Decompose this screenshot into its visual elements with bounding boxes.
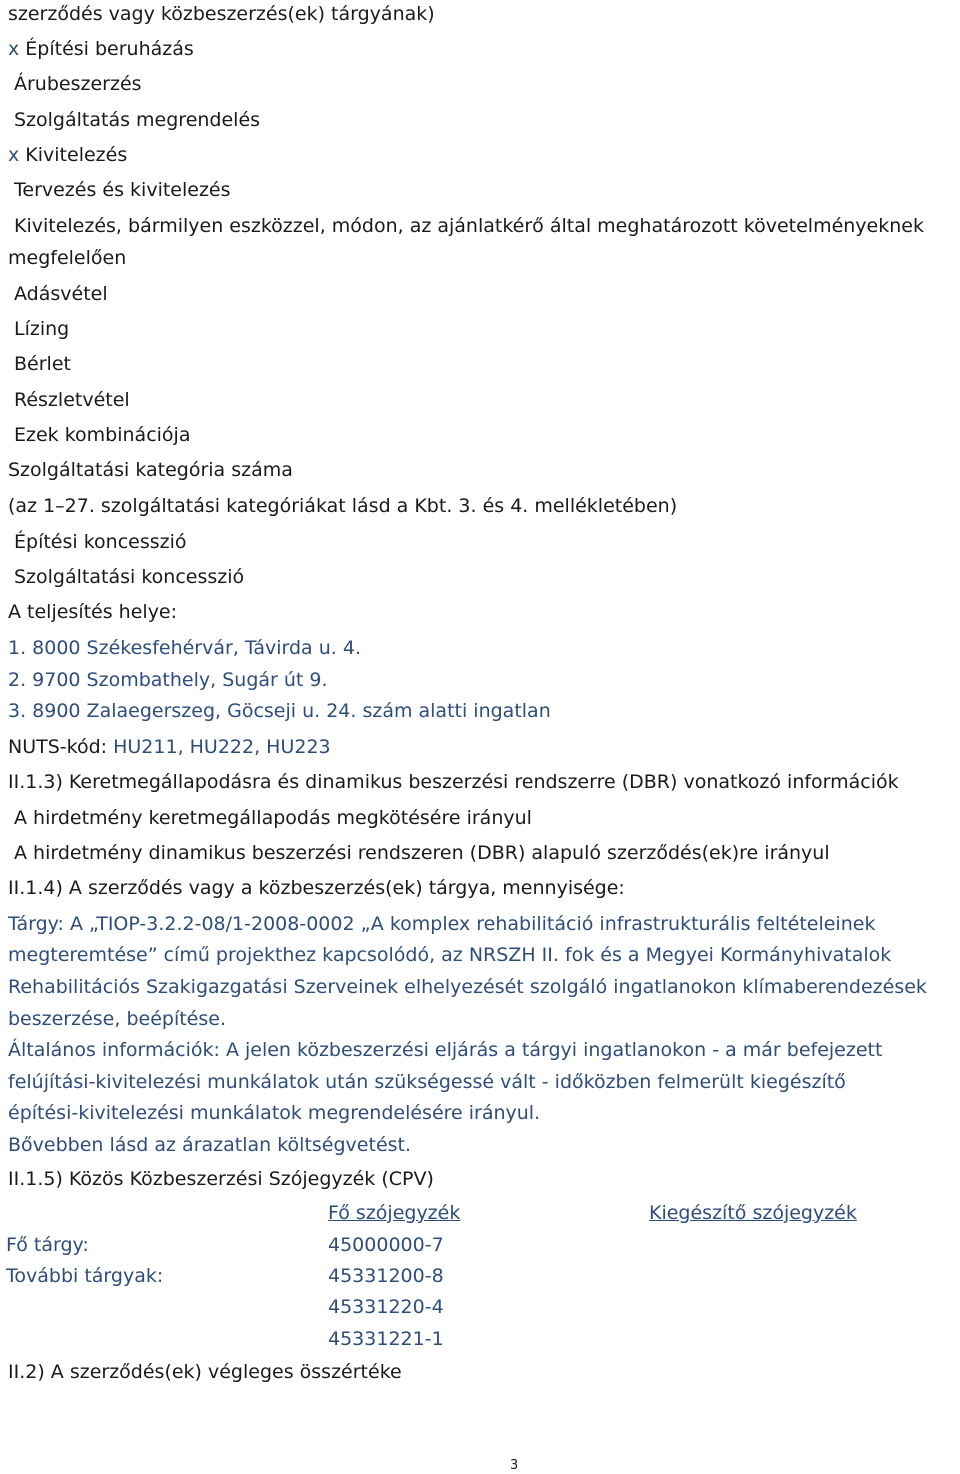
place-item-3: 3. 8900 Zalaegerszeg, Göcseji u. 24. szám alatti ingatlan: [8, 700, 551, 722]
cpv-main-code: 45000000-7: [328, 1234, 444, 1256]
type-label: Kivitelezés: [25, 144, 128, 166]
subtype-adasvetel: Adásvétel: [14, 283, 108, 305]
type-item-szolgaltatas: Szolgáltatás megrendelés: [14, 109, 261, 131]
selected-mark: x: [8, 144, 20, 166]
general-info-line-1: Általános információk: A jelen közbeszerzési eljárás a tárgyi ingatlanokon - a már befejezett: [8, 1039, 883, 1061]
cpv-other-code-1: 45331200-8: [328, 1265, 444, 1287]
cpv-other-code-3: 45331221-1: [328, 1328, 444, 1350]
selected-mark: x: [8, 38, 20, 60]
header-line: szerződés vagy közbeszerzés(ek) tárgyának): [8, 3, 435, 25]
concession-epitesi: Építési koncesszió: [14, 531, 187, 553]
place-item-1: 1. 8000 Székesfehérvár, Távirda u. 4.: [8, 637, 361, 659]
cpv-other-code-2: 45331220-4: [328, 1296, 444, 1318]
subtype-berlet: Bérlet: [14, 353, 71, 375]
subject-line-2: megteremtése” című projekthez kapcsolódó, az NRSZH II. fok és a Megyei Kormányhivatalok: [8, 944, 892, 966]
service-category-label: Szolgáltatási kategória száma: [8, 459, 293, 481]
general-info-line-2: felújítási-kivitelezési munkálatok után szükségessé vált - időközben felmerült kiegészítő: [8, 1071, 846, 1093]
general-info-line-3: építési-kivitelezési munkálatok megrendelésére irányul.: [8, 1102, 541, 1124]
kivitelezes-desc-line-1: Kivitelezés, bármilyen eszközzel, módon, az ajánlatkérő által meghatározott követelményeknek: [14, 215, 924, 237]
subject-line-4: beszerzése, beépítése.: [8, 1008, 226, 1030]
section-heading-2-1-4: II.1.4) A szerződés vagy a közbeszerzés(ek) tárgya, mennyisége:: [8, 877, 625, 899]
nuts-row: [8, 735, 331, 759]
page-number: 3: [510, 1458, 519, 1473]
concession-szolgaltatasi: Szolgáltatási koncesszió: [14, 566, 245, 588]
kivitelezes-desc-line-2: megfelelően: [8, 247, 127, 269]
section-heading-2-2: II.2) A szerződés(ek) végleges összértéke: [8, 1361, 402, 1383]
cpv-other-subjects-label: További tárgyak:: [6, 1265, 164, 1287]
framework-agreement-line: A hirdetmény keretmegállapodás megkötésére irányul: [14, 807, 532, 829]
subtype-kombinacio: Ezek kombinációja: [14, 424, 191, 446]
service-category-note: (az 1–27. szolgáltatási kategóriákat lásd a Kbt. 3. és 4. mellékletében): [8, 495, 678, 517]
dbr-line: A hirdetmény dinamikus beszerzési rendszeren (DBR) alapuló szerződés(ek)re irányul: [14, 842, 830, 864]
more-info-line: Bővebben lásd az árazatlan költségvetést.: [8, 1134, 412, 1156]
type-item-tervezes: Tervezés és kivitelezés: [14, 179, 231, 201]
subject-line-3: Rehabilitációs Szakigazgatási Szerveinek elhelyezését szolgáló ingatlanokon klímaberendezések: [8, 976, 927, 998]
subtype-lizing: Lízing: [14, 318, 70, 340]
place-label: A teljesítés helye:: [8, 601, 178, 623]
section-heading-2-1-5: II.1.5) Közös Közbeszerzési Szójegyzék (CPV): [8, 1168, 434, 1190]
type-item-epitesi: [8, 37, 194, 61]
cpv-main-subject-label: Fő tárgy:: [6, 1234, 89, 1256]
type-item-kivitelezes: [8, 143, 127, 167]
place-item-2: 2. 9700 Szombathely, Sugár út 9.: [8, 669, 328, 691]
cpv-supplementary-column-header: Kiegészítő szójegyzék: [649, 1202, 857, 1224]
subject-line-1: Tárgy: A „TIOP-3.2.2-08/1-2008-0002 „A komplex rehabilitáció infrastrukturális feltételeinek: [8, 913, 876, 935]
nuts-label: NUTS-kód:: [8, 736, 108, 758]
type-label: Építési beruházás: [25, 38, 194, 60]
section-heading-2-1-3: II.1.3) Keretmegállapodásra és dinamikus beszerzési rendszerre (DBR) vonatkozó információk: [8, 771, 899, 793]
type-item-aru: Árubeszerzés: [14, 73, 142, 95]
nuts-codes: HU211, HU222, HU223: [113, 736, 331, 758]
subtype-reszletvetel: Részletvétel: [14, 389, 130, 411]
cpv-main-column-header: Fő szójegyzék: [328, 1202, 461, 1224]
